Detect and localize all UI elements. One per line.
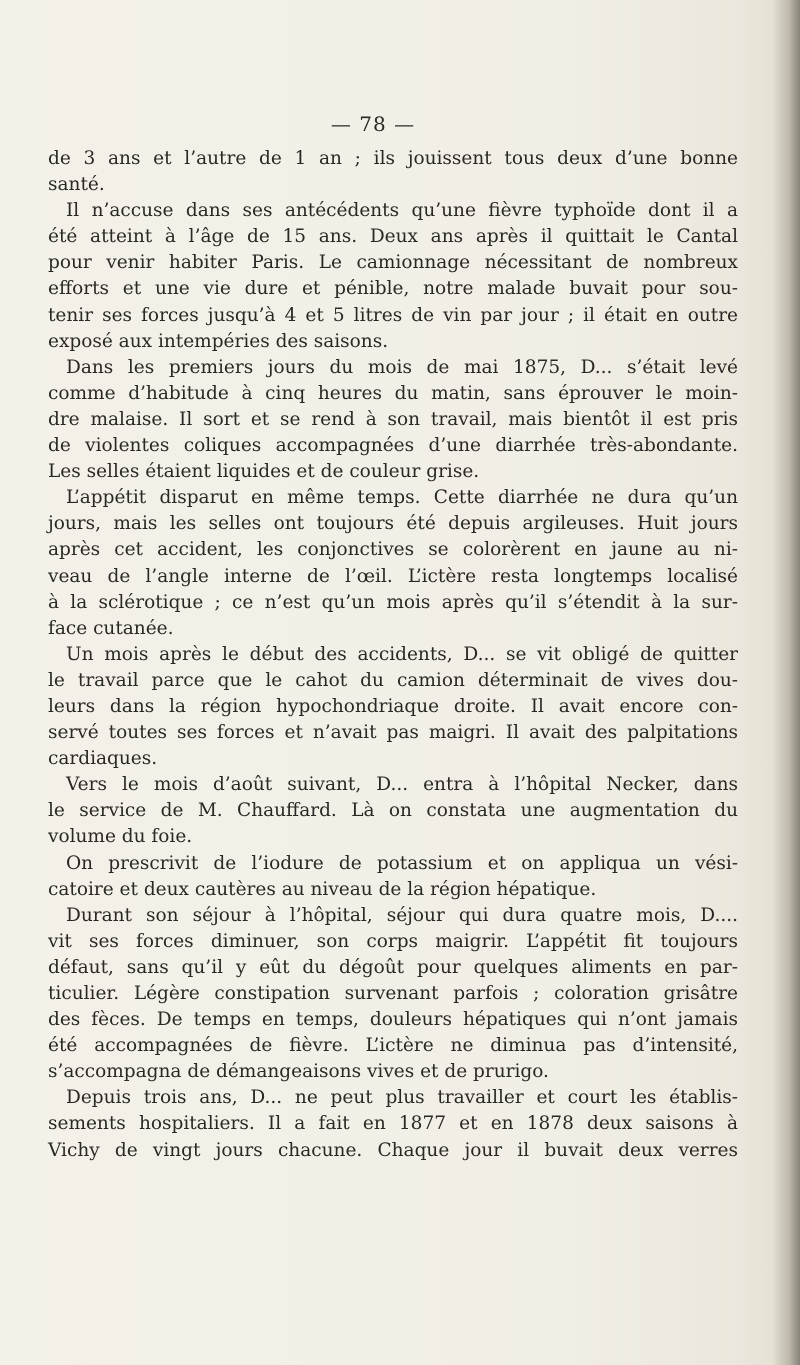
text-line: catoire et deux cautères au niveau de la région hépatique. xyxy=(48,878,597,900)
text-line: le travail parce que le cahot du camion déterminait de vives dou- xyxy=(48,669,738,691)
text-line: veau de l’angle interne de l’œil. L’ictère resta longtemps localisé xyxy=(48,565,738,587)
text-line: servé toutes ses forces et n’avait pas maigri. Il avait des palpitations xyxy=(48,722,738,744)
text-line: face cutanée. xyxy=(48,617,174,639)
text-line: s’accompagna de démangeaisons vives et de prurigo. xyxy=(48,1061,549,1083)
text-line: Vichy de vingt jours chacune. Chaque jour il buvait deux verres xyxy=(48,1139,738,1161)
text-line: Vers le mois d’août suivant, D... entra à l’hôpital Necker, dans xyxy=(66,774,738,796)
text-line: dre malaise. Il sort et se rend à son travail, mais bientôt il est pris xyxy=(48,408,738,430)
text-line: à la sclérotique ; ce n’est qu’un mois après qu’il s’étendit à la sur- xyxy=(48,591,738,613)
text-line: leurs dans la région hypochondriaque droite. Il avait encore con- xyxy=(48,695,738,717)
text-line: Les selles étaient liquides et de couleur grise. xyxy=(48,461,480,483)
text-line: cardiaques. xyxy=(48,748,158,770)
text-line: après cet accident, les conjonctives se colorèrent en jaune au ni- xyxy=(48,539,738,561)
text-line: santé. xyxy=(48,174,105,196)
text-line: pour venir habiter Paris. Le camionnage nécessitant de nombreux xyxy=(48,252,738,274)
text-line: été accompagnées de fièvre. L’ictère ne diminua pas d’intensité, xyxy=(48,1035,738,1057)
text-line: défaut, sans qu’il y eût du dégoût pour quelques aliments en par- xyxy=(48,956,738,978)
text-line: de violentes coliques accompagnées d’une diarrhée très-abondante. xyxy=(48,435,738,457)
text-line: Il n’accuse dans ses antécédents qu’une fièvre typhoïde dont il a xyxy=(66,200,738,222)
text-line: le service de M. Chauffard. Là on constata une augmentation du xyxy=(48,800,738,822)
page-number: — 78 — xyxy=(330,112,416,136)
text-line: ticulier. Légère constipation survenant parfois ; coloration grisâtre xyxy=(48,983,738,1004)
text-line: volume du foie. xyxy=(48,826,193,848)
body-text xyxy=(48,146,738,1164)
text-line: efforts et une vie dure et pénible, notre malade buvait pour sou- xyxy=(48,278,738,300)
text-line: tenir ses forces jusqu’à 4 et 5 litres de vin par jour ; il était en outre xyxy=(48,304,738,326)
page-edge-shadow xyxy=(772,0,800,1365)
text-line: sements hospitaliers. Il a fait en 1877 et en 1878 deux saisons à xyxy=(48,1113,738,1135)
text-line: jours, mais les selles ont toujours été depuis argileuses. Huit jours xyxy=(48,513,738,535)
text-line: vit ses forces diminuer, son corps maigrir. L’appétit fit toujours xyxy=(48,930,738,952)
text-line: été atteint à l’âge de 15 ans. Deux ans après il quittait le Cantal xyxy=(48,226,738,248)
text-line: L’appétit disparut en même temps. Cette diarrhée ne dura qu’un xyxy=(66,487,738,509)
text-line: Depuis trois ans, D... ne peut plus travailler et court les établis- xyxy=(66,1087,738,1109)
text-line: des fèces. De temps en temps, douleurs hépatiques qui n’ont jamais xyxy=(48,1009,738,1031)
text-line: Dans les premiers jours du mois de mai 1875, D... s’était levé xyxy=(66,356,738,378)
text-line: On prescrivit de l’iodure de potassium et on appliqua un vési- xyxy=(66,852,738,874)
text-line: Durant son séjour à l’hôpital, séjour qui dura quatre mois, D.... xyxy=(66,904,738,926)
text-line: de 3 ans et l’autre de 1 an ; ils jouissent tous deux d’une bonne xyxy=(48,148,738,169)
text-line: Un mois après le début des accidents, D... se vit obligé de quitter xyxy=(66,643,738,665)
text-line: exposé aux intempéries des saisons. xyxy=(48,330,389,352)
text-line: comme d’habitude à cinq heures du matin, sans éprouver le moin- xyxy=(48,382,738,404)
